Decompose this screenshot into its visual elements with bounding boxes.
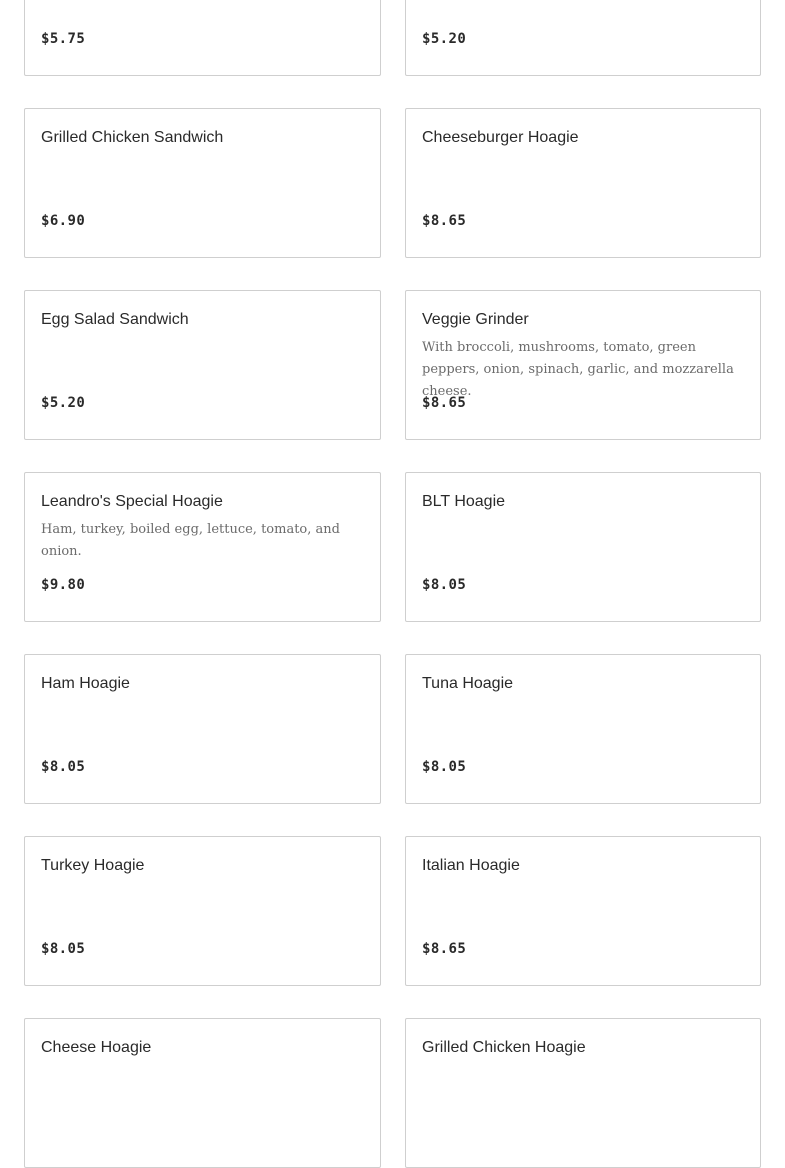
menu-item-description: With broccoli, mushrooms, tomato, green peppers, onion, spinach, garlic, and mozzarella cheese. [422, 340, 734, 399]
menu-item-price: $8.65 [422, 213, 467, 229]
menu-item-grid [24, 0, 761, 1168]
menu-item-card[interactable] [405, 472, 761, 622]
menu-item-price: $6.90 [41, 213, 86, 229]
menu-item-card[interactable] [24, 836, 381, 986]
menu-item-price: $8.05 [41, 941, 86, 957]
menu-item-price: $5.20 [41, 395, 86, 411]
menu-item-price: $8.65 [422, 395, 467, 411]
menu-item-name: Egg Salad Sandwich [41, 311, 189, 328]
menu-item-card[interactable] [24, 654, 381, 804]
menu-item-card[interactable] [405, 654, 761, 804]
menu-item-price: $5.75 [41, 31, 86, 47]
menu-item-price: $8.65 [422, 941, 467, 957]
menu-item-description: Ham, turkey, boiled egg, lettuce, tomato, and onion. [41, 522, 340, 559]
menu-item-card[interactable] [24, 472, 381, 622]
menu-item-card[interactable] [24, 108, 381, 258]
menu-item-name: Tuna Hoagie [422, 675, 514, 692]
menu-item-name: Cheeseburger Hoagie [422, 129, 579, 146]
menu-item-name: Cheese Hoagie [41, 1039, 152, 1056]
menu-item-name: Italian Hoagie [422, 857, 520, 874]
menu-item-card[interactable] [405, 0, 761, 76]
menu-item-card[interactable] [405, 1018, 761, 1168]
menu-item-card[interactable] [24, 0, 381, 76]
menu-item-price: $8.05 [41, 759, 86, 775]
menu-item-name: Veggie Grinder [422, 311, 529, 328]
menu-item-price: $8.05 [422, 759, 467, 775]
menu-item-card[interactable] [24, 1018, 381, 1168]
menu-item-price: $8.05 [422, 577, 467, 593]
menu-item-name: Grilled Chicken Hoagie [422, 1039, 586, 1056]
menu-item-price: $9.80 [41, 577, 86, 593]
menu-item-name: Turkey Hoagie [41, 857, 145, 874]
menu-item-card[interactable] [405, 290, 761, 440]
menu-item-card[interactable] [405, 108, 761, 258]
menu-item-name: Grilled Chicken Sandwich [41, 129, 224, 146]
menu-item-name: Ham Hoagie [41, 675, 130, 692]
menu-item-card[interactable] [405, 836, 761, 986]
menu-item-price: $5.20 [422, 31, 467, 47]
menu-item-name: BLT Hoagie [422, 493, 506, 510]
menu-item-name: Leandro's Special Hoagie [41, 493, 223, 510]
menu-item-card[interactable] [24, 290, 381, 440]
